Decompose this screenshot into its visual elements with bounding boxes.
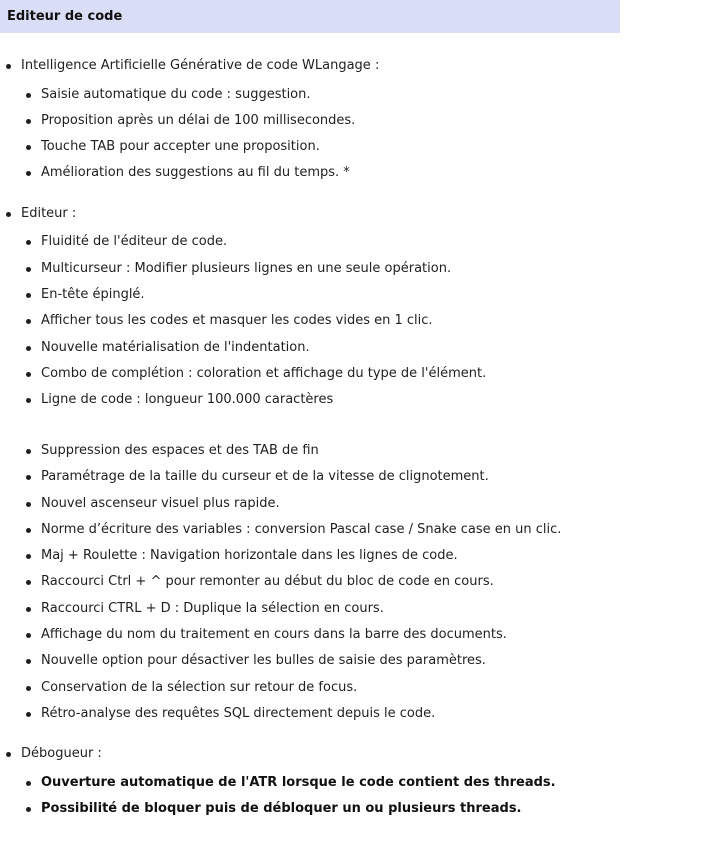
bullet-dot (26, 293, 31, 298)
bullet-dot (26, 267, 31, 272)
list-item: Affichage du nom du traitement en cours dans la barre des documents. (41, 627, 507, 642)
list-item: En-tête épinglé. (41, 287, 145, 302)
list-item: Raccourci Ctrl + ^ pour remonter au début du bloc de code en cours. (41, 574, 494, 589)
section-title: Editeur de code (7, 9, 123, 24)
bullet-dot (26, 346, 31, 351)
bullet-dot (26, 119, 31, 124)
bullet-dot (26, 528, 31, 533)
bullet-dot (26, 171, 31, 176)
list-item: Suppression des espaces et des TAB de fin (41, 443, 319, 458)
bullet-dot (26, 633, 31, 638)
bullet-dot (26, 145, 31, 150)
bullet-dot (26, 781, 31, 786)
bullet-dot (26, 712, 31, 717)
list-item: Raccourci CTRL + D : Duplique la sélection en cours. (41, 601, 384, 616)
list-item: Fluidité de l'éditeur de code. (41, 234, 228, 249)
list-item: Rétro-analyse des requêtes SQL directement depuis le code. (41, 706, 436, 721)
bullet-dot (26, 475, 31, 480)
list-heading-debogueur: Débogueur : (21, 746, 102, 761)
list-item: Afficher tous les codes et masquer les codes vides en 1 clic. (41, 313, 433, 328)
bullet-dot (26, 659, 31, 664)
bullet-dot (26, 807, 31, 812)
bullet-dot (26, 686, 31, 691)
list-item: Maj + Roulette : Navigation horizontale dans les lignes de code. (41, 548, 458, 563)
bullet-dot (6, 752, 11, 757)
bullet-dot (6, 212, 11, 217)
list-item: Saisie automatique du code : suggestion. (41, 87, 311, 102)
list-item: Nouvelle matérialisation de l'indentation. (41, 340, 310, 355)
bullet-dot (26, 372, 31, 377)
list-item: Paramétrage de la taille du curseur et de la vitesse de clignotement. (41, 469, 489, 484)
list-heading-editeur: Editeur : (21, 206, 77, 221)
list-item: Ligne de code : longueur 100.000 caractères (41, 392, 334, 407)
bullet-dot (26, 319, 31, 324)
section-header (0, 0, 620, 33)
list-item: Nouvelle option pour désactiver les bulles de saisie des paramètres. (41, 653, 486, 668)
list-item: Norme d’écriture des variables : conversion Pascal case / Snake case en un clic. (41, 522, 562, 537)
list-item: Amélioration des suggestions au fil du temps. * (41, 165, 350, 180)
list-item: Nouvel ascenseur visuel plus rapide. (41, 496, 280, 511)
list-item: Ouverture automatique de l'ATR lorsque le code contient des threads. (41, 775, 556, 790)
list-item: Possibilité de bloquer puis de débloquer un ou plusieurs threads. (41, 801, 522, 816)
bullet-dot (26, 93, 31, 98)
bullet-dot (26, 240, 31, 245)
bullet-dot (6, 64, 11, 69)
list-item: Combo de complétion : coloration et affichage du type de l'élément. (41, 366, 487, 381)
bullet-dot (26, 449, 31, 454)
bullet-dot (26, 580, 31, 585)
list-heading-ia: Intelligence Artificielle Générative de code WLangage : (21, 58, 380, 73)
list-item: Touche TAB pour accepter une proposition. (41, 139, 320, 154)
bullet-dot (26, 607, 31, 612)
list-item: Proposition après un délai de 100 millisecondes. (41, 113, 356, 128)
bullet-dot (26, 502, 31, 507)
list-item: Conservation de la sélection sur retour de focus. (41, 680, 358, 695)
bullet-dot (26, 398, 31, 403)
bullet-dot (26, 554, 31, 559)
list-item: Multicurseur : Modifier plusieurs lignes en une seule opération. (41, 261, 452, 276)
